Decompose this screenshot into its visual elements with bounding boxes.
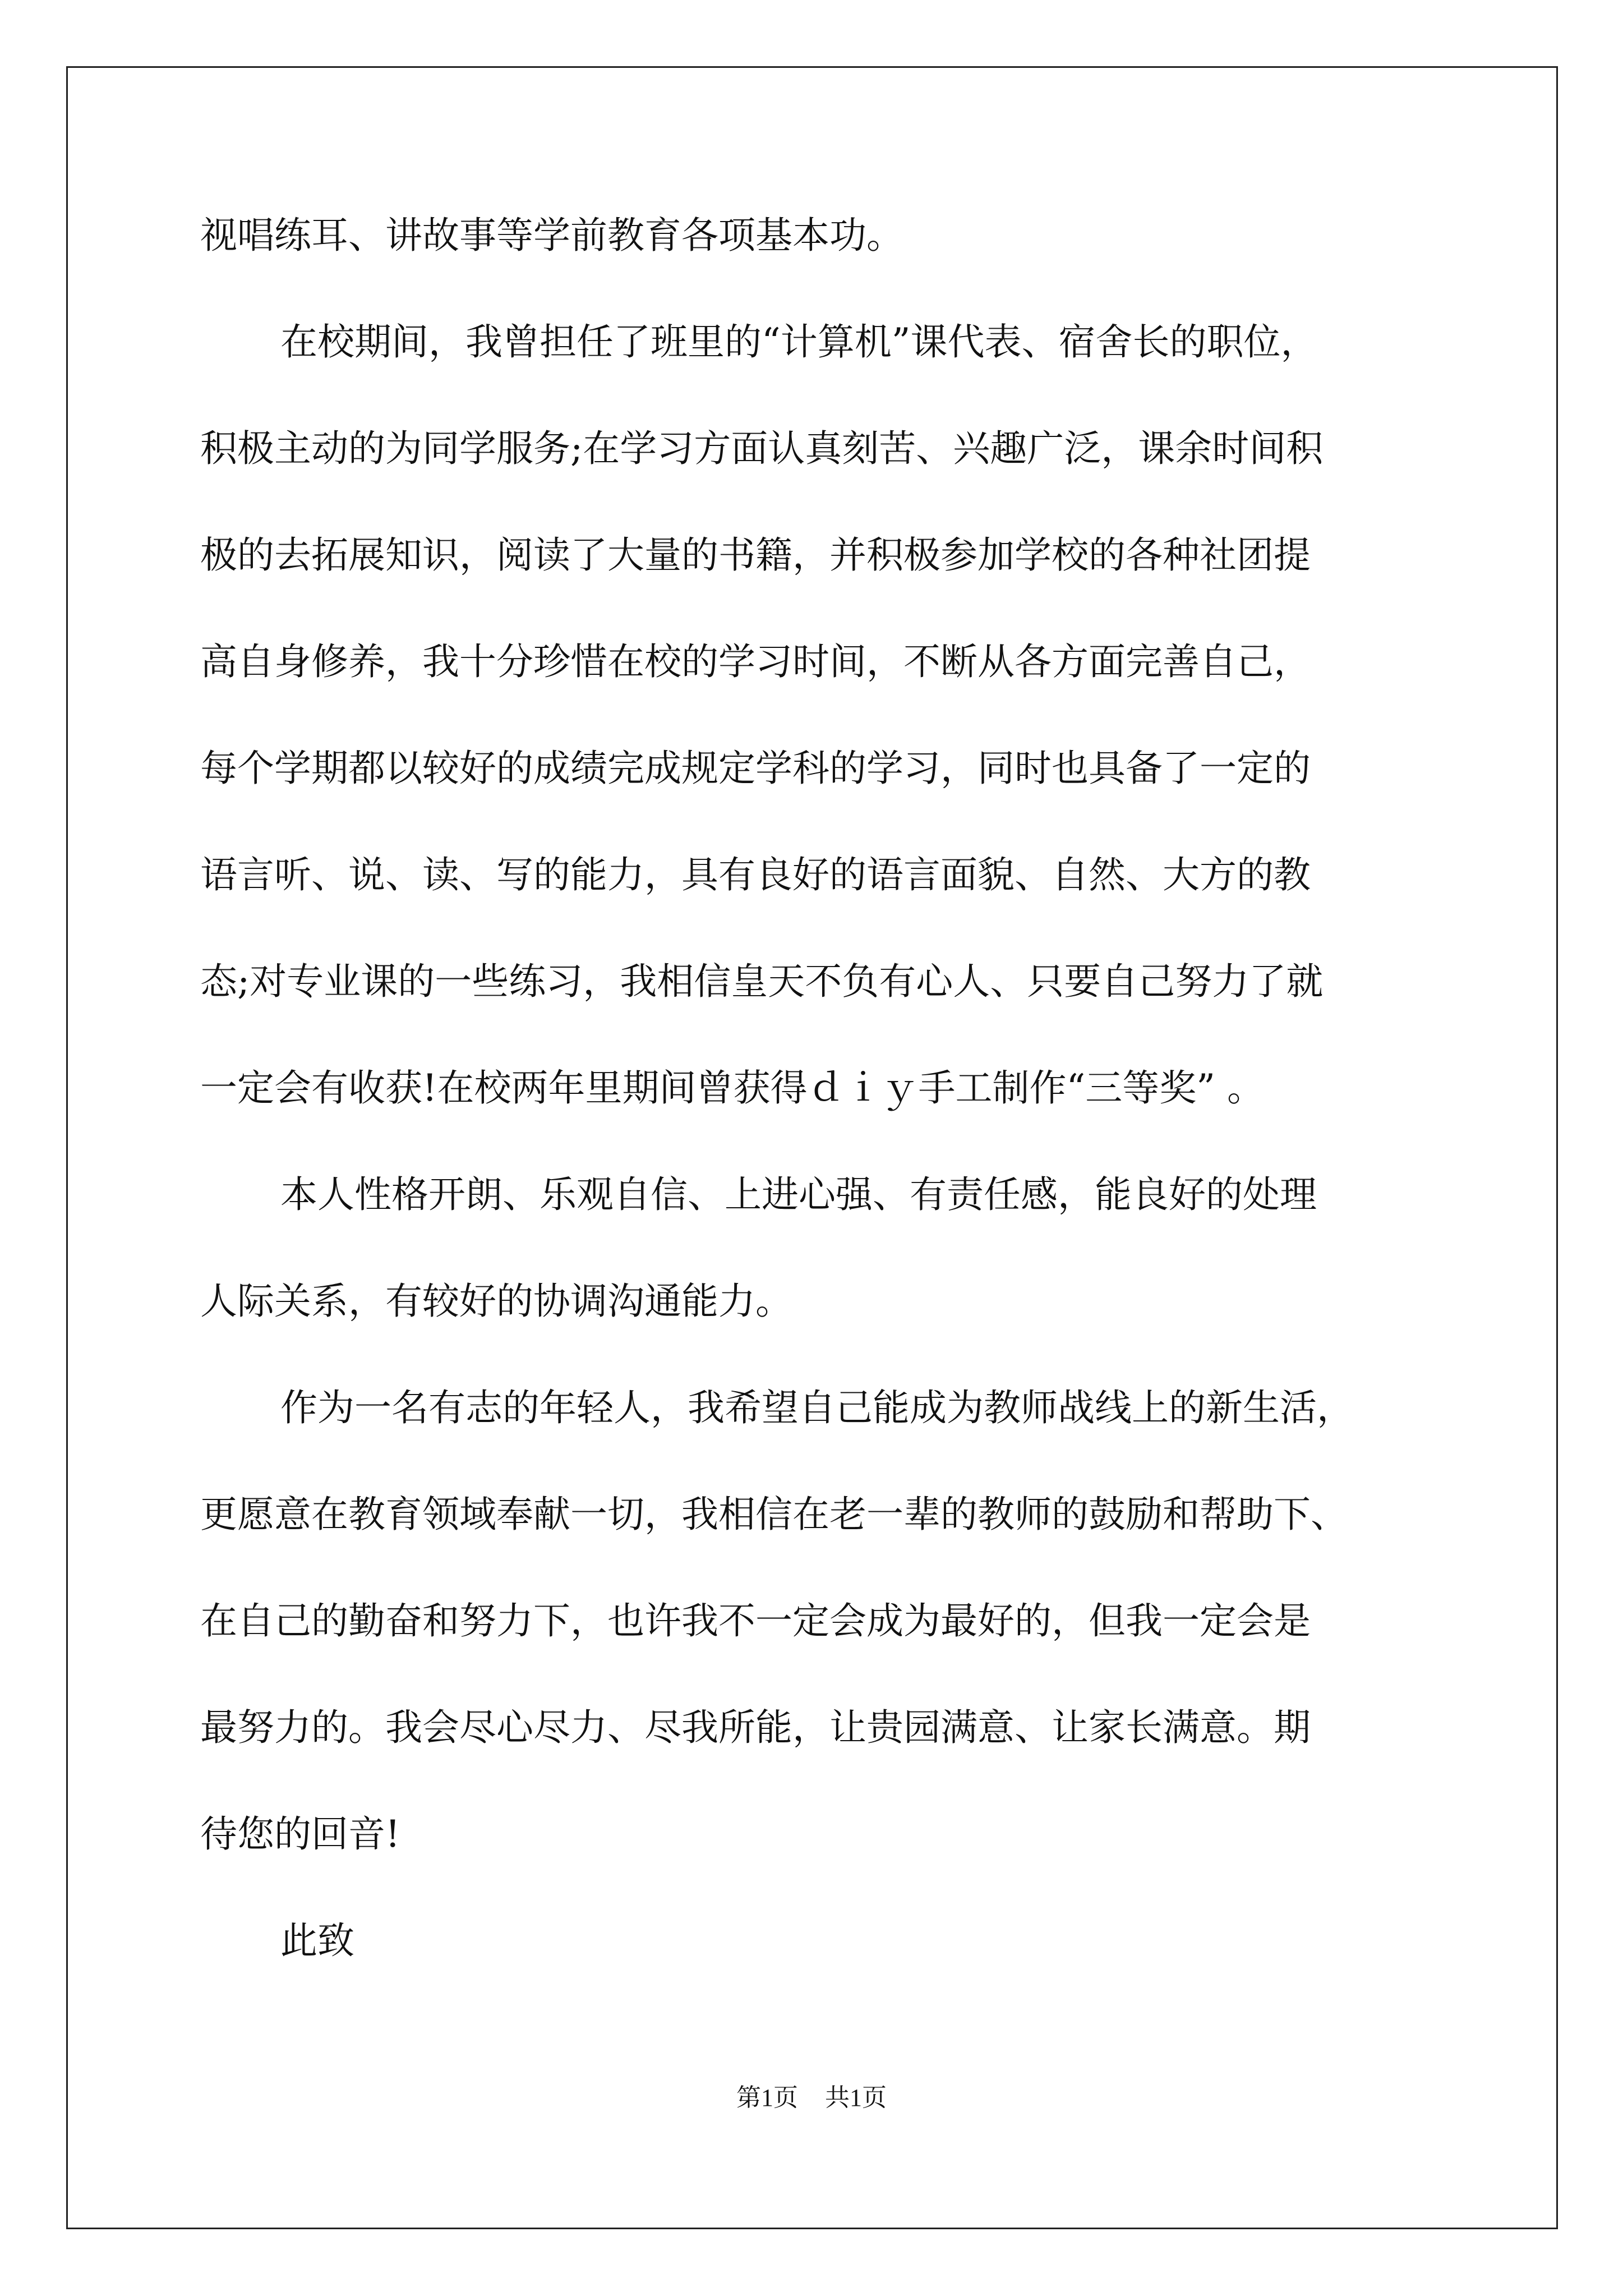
text-line: 极的去拓展知识，阅读了大量的书籍，并积极参加学校的各种社团提 [200,533,1311,577]
text-line: 语言听、说、读、写的能力，具有良好的语言面貌、自然、大方的教 [200,853,1311,896]
text-line: 待您的回音! [200,1812,400,1856]
text-line: 积极主动的为同学服务;在学习方面认真刻苦、兴趣广泛，课余时间积 [200,427,1324,470]
text-line: 视唱练耳、讲故事等学前教育各项基本功。 [200,214,903,257]
text-line: 每个学期都以较好的成绩完成规定学科的学习，同时也具备了一定的 [200,747,1311,790]
text-line: 更愿意在教育领域奉献一切，我相信在老一辈的教师的鼓励和帮助下、 [200,1493,1348,1536]
text-line: 高自身修养，我十分珍惜在校的学习时间，不断从各方面完善自己， [200,640,1311,683]
text-line: 在自己的勤奋和努力下，也许我不一定会成为最好的，但我一定会是 [200,1599,1311,1642]
text-line: 态;对专业课的一些练习，我相信皇天不负有心人、只要自己努力了就 [200,960,1324,1003]
text-line: 一定会有收获!在校两年里期间曾获得ｄｉｙ手工制作“三等奖” 。 [200,1066,1264,1110]
text-line: 人际关系，有较好的协调沟通能力。 [200,1280,792,1323]
page-number: 第1页 [736,2084,798,2111]
closing-salutation: 此致 [280,1919,354,1962]
paragraph-start-line: 在校期间，我曾担任了班里的“计算机”课代表、宿舍长的职位， [280,320,1318,364]
paragraph-start-line: 本人性格开朗、乐观自信、上进心强、有责任感，能良好的处理 [280,1173,1317,1216]
text-line: 最努力的。我会尽心尽力、尽我所能，让贵园满意、让家长满意。期 [200,1706,1311,1749]
paragraph-start-line: 作为一名有志的年轻人，我希望自己能成为教师战线上的新生活， [280,1386,1354,1429]
page-border [66,66,1558,2229]
page-total: 共1页 [825,2084,887,2111]
page-footer [0,2081,1623,2115]
